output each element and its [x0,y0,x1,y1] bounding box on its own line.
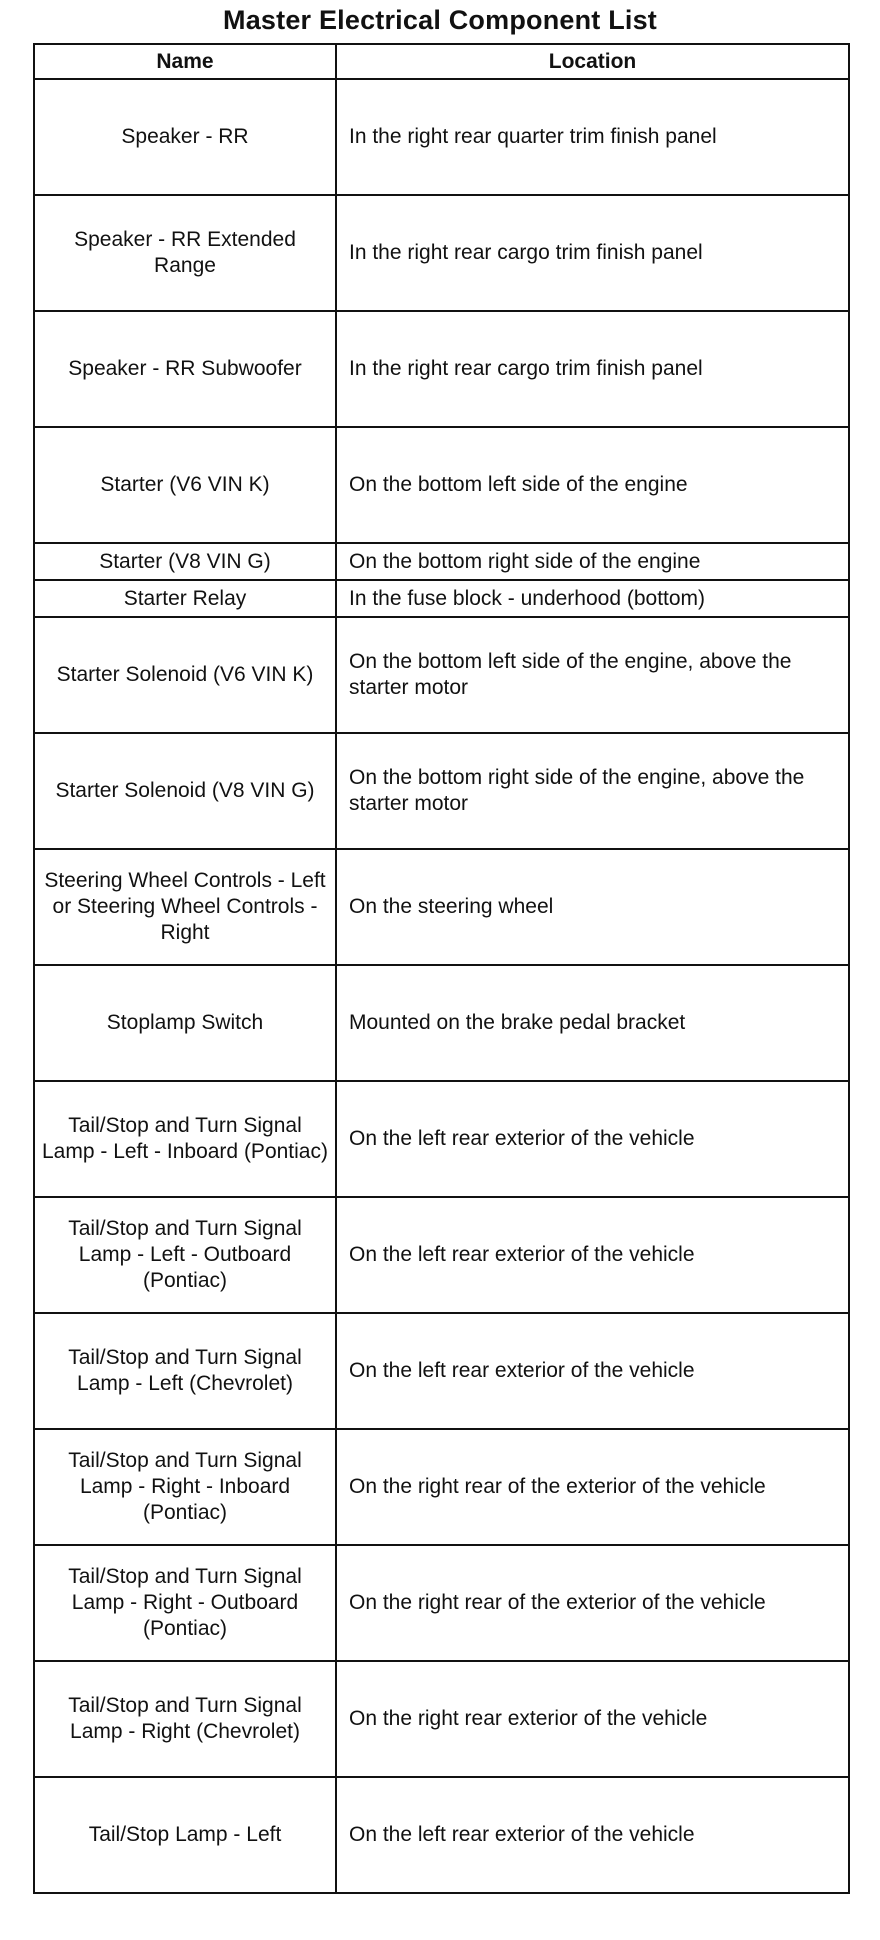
component-location-cell: On the bottom left side of the engine [336,427,849,543]
component-location-cell: On the left rear exterior of the vehicle [336,1777,849,1893]
table-header-row [34,44,849,79]
table-row [34,1313,849,1429]
component-name-cell: Tail/Stop and Turn Signal Lamp - Right (Chevrolet) [34,1661,336,1777]
component-location-cell: In the right rear cargo trim finish panel [336,195,849,311]
table-row [34,849,849,965]
component-name-cell: Starter (V8 VIN G) [34,543,336,580]
component-name-cell: Speaker - RR Subwoofer [34,311,336,427]
component-name-cell: Tail/Stop and Turn Signal Lamp - Left - Inboard (Pontiac) [34,1081,336,1197]
column-header-location: Location [336,44,849,79]
table-row [34,733,849,849]
component-location-cell: On the left rear exterior of the vehicle [336,1197,849,1313]
component-name-cell: Tail/Stop and Turn Signal Lamp - Right - Inboard (Pontiac) [34,1429,336,1545]
component-location-cell: On the bottom right side of the engine [336,543,849,580]
component-name-cell: Steering Wheel Controls - Left or Steering Wheel Controls - Right [34,849,336,965]
table-row [34,1545,849,1661]
component-location-cell: In the right rear quarter trim finish panel [336,79,849,195]
table-row [34,1081,849,1197]
component-location-cell: On the left rear exterior of the vehicle [336,1081,849,1197]
table-row [34,1777,849,1893]
component-name-cell: Starter Solenoid (V6 VIN K) [34,617,336,733]
table-row [34,965,849,1081]
component-location-cell: Mounted on the brake pedal bracket [336,965,849,1081]
component-name-cell: Starter Relay [34,580,336,617]
component-name-cell: Tail/Stop and Turn Signal Lamp - Right - Outboard (Pontiac) [34,1545,336,1661]
component-location-cell: On the left rear exterior of the vehicle [336,1313,849,1429]
component-name-cell: Speaker - RR [34,79,336,195]
table-row [34,195,849,311]
table-row [34,1661,849,1777]
page-title: Master Electrical Component List [223,5,657,35]
component-name-cell: Starter Solenoid (V8 VIN G) [34,733,336,849]
column-header-name: Name [34,44,336,79]
component-table [33,43,850,1894]
component-location-cell: On the bottom left side of the engine, above the starter motor [336,617,849,733]
component-location-cell: In the fuse block - underhood (bottom) [336,580,849,617]
component-name-cell: Tail/Stop and Turn Signal Lamp - Left - Outboard (Pontiac) [34,1197,336,1313]
component-name-cell: Stoplamp Switch [34,965,336,1081]
table-row [34,543,849,580]
component-location-cell: On the right rear exterior of the vehicle [336,1661,849,1777]
component-name-cell: Tail/Stop Lamp - Left [34,1777,336,1893]
component-name-cell: Speaker - RR Extended Range [34,195,336,311]
table-row [34,1197,849,1313]
table-row [34,580,849,617]
component-location-cell: On the steering wheel [336,849,849,965]
component-name-cell: Starter (V6 VIN K) [34,427,336,543]
component-location-cell: On the bottom right side of the engine, above the starter motor [336,733,849,849]
component-name-cell: Tail/Stop and Turn Signal Lamp - Left (Chevrolet) [34,1313,336,1429]
table-body [34,79,849,1893]
component-location-cell: In the right rear cargo trim finish panel [336,311,849,427]
table-row [34,427,849,543]
table-row [34,79,849,195]
table-row [34,311,849,427]
component-location-cell: On the right rear of the exterior of the vehicle [336,1545,849,1661]
component-location-cell: On the right rear of the exterior of the vehicle [336,1429,849,1545]
table-row [34,617,849,733]
table-row [34,1429,849,1545]
